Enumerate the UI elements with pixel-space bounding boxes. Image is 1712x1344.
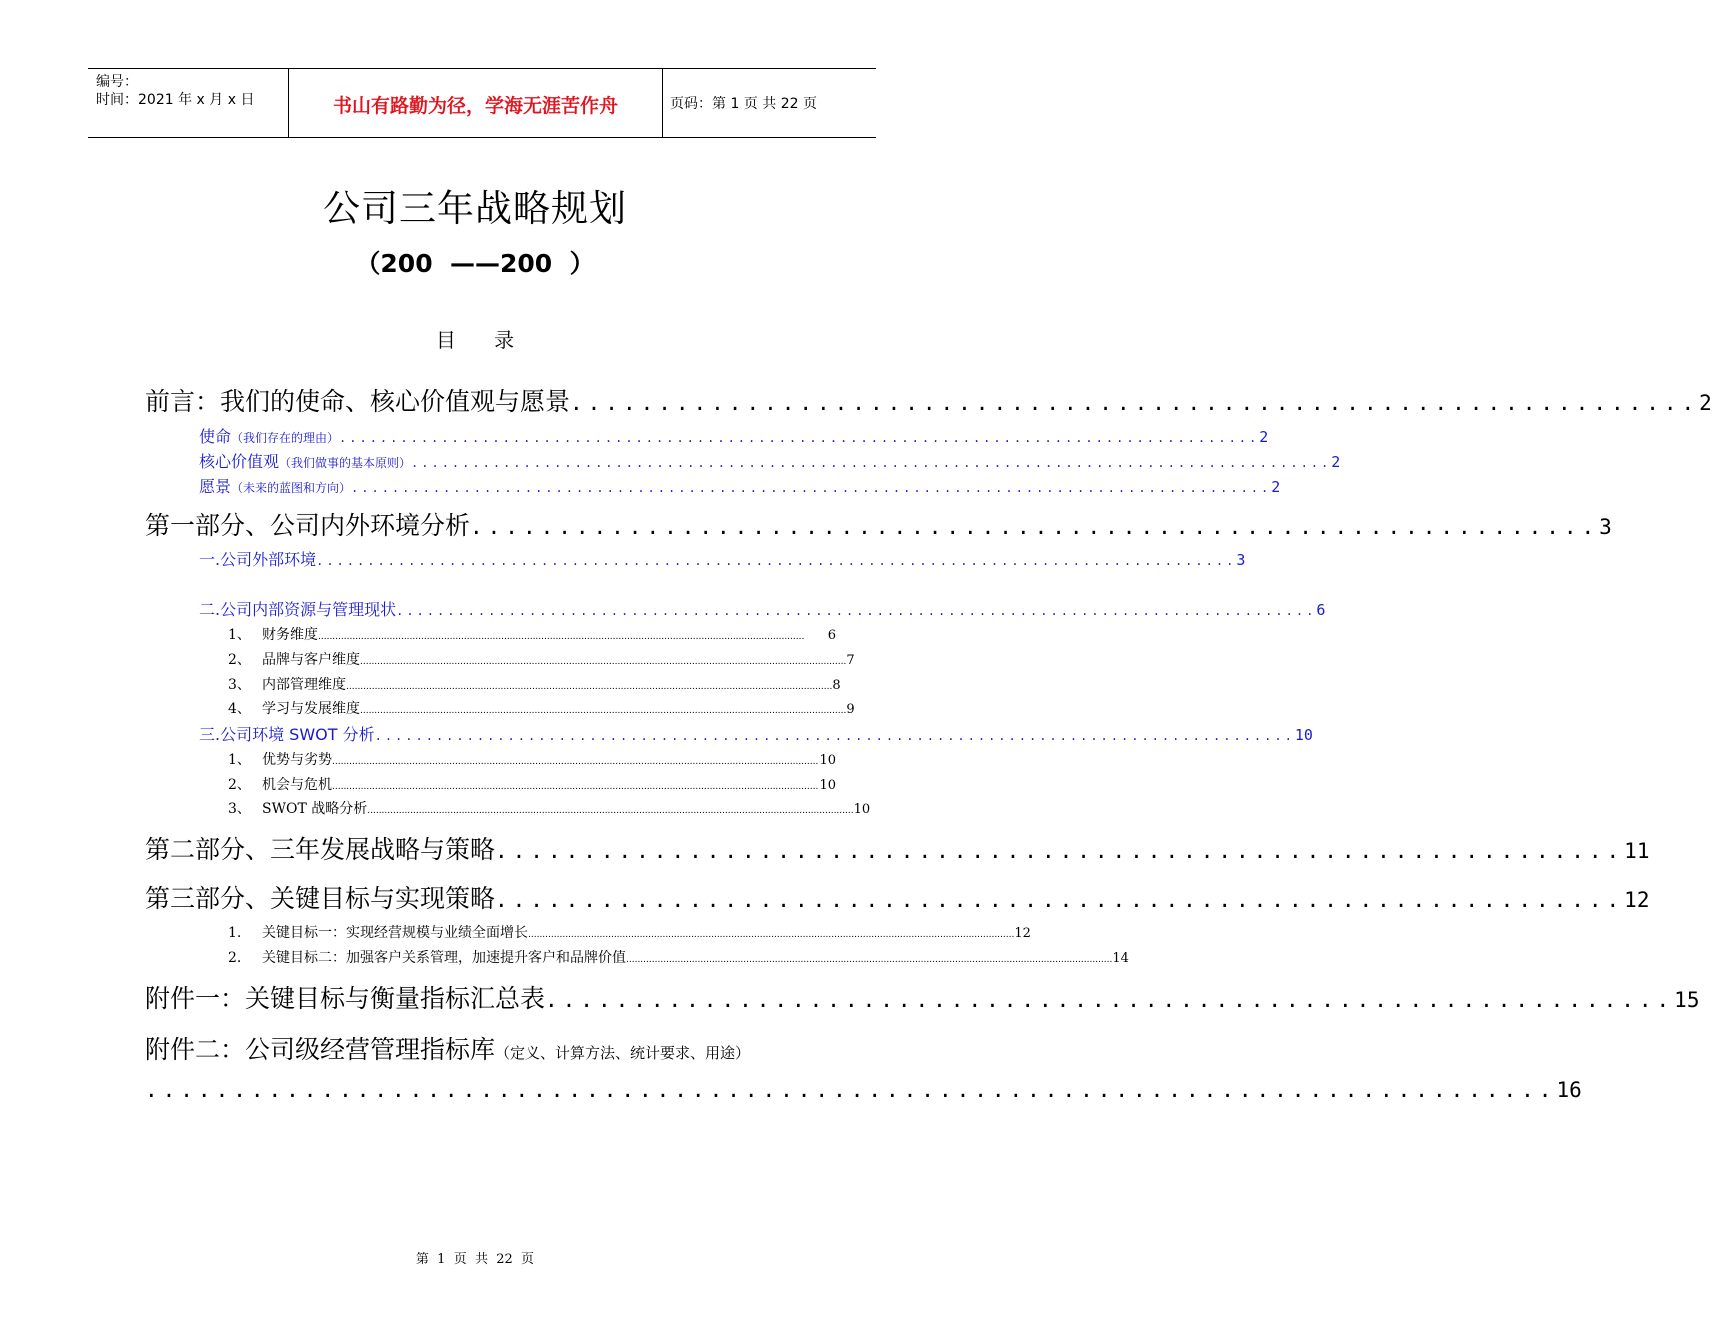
toc-entry-part-two[interactable] (145, 830, 1650, 866)
toc-leader: .......................................................................................... (339, 431, 1260, 445)
toc-entry-text: 品牌与客户维度 (262, 652, 360, 668)
toc-entry-appendix-one[interactable] (145, 979, 1700, 1015)
toc-page-number: 12 (1014, 926, 1031, 941)
toc-entry-number: 3、 (228, 801, 251, 817)
toc-entry-internal-mgmt[interactable] (228, 674, 841, 694)
toc-page-number: 10 (853, 802, 871, 817)
toc-entry-text: 愿景 (199, 477, 232, 496)
toc-page-number: 3 (1599, 515, 1612, 539)
document-title: 公司三年战略规划 (323, 187, 627, 230)
toc-leader: ................................................................ (570, 391, 1700, 415)
toc-leader: .......................................................................................................................................................................... (360, 706, 847, 716)
toc-page-number: 2 (1271, 478, 1281, 496)
toc-leader: .......................................................................................................................................................................... (367, 806, 854, 816)
toc-leader: .......................................................................................... (316, 554, 1237, 568)
toc-entry-text: SWOT 战略分析 (262, 801, 368, 817)
toc-entry-finance[interactable] (228, 624, 836, 644)
toc-entry-text: 第二部分、三年发展战略与策略 (145, 835, 496, 864)
header-motto: 书山有路勤为径，学海无涯苦作舟 (332, 95, 618, 117)
toc-page-number: 6 (1316, 601, 1326, 619)
toc-page-number: 2 (1699, 391, 1712, 415)
toc-entry-appendix-two[interactable] (145, 1030, 850, 1066)
header-page-cell (662, 69, 876, 137)
toc-leader: .......................................................................................... (351, 481, 1272, 495)
toc-entry-goal-two[interactable] (228, 947, 1129, 967)
toc-entry-brand-customer[interactable] (228, 649, 855, 669)
toc-page-number: 8 (832, 678, 841, 693)
toc-page-number: 10 (819, 778, 836, 793)
header-motto-cell (288, 69, 663, 137)
toc-page-number: 11 (1624, 839, 1650, 863)
toc-entry-number: 2. (228, 950, 242, 966)
toc-entry-goal-one[interactable] (228, 922, 1031, 942)
toc-entry-appendix-two-leader[interactable] (145, 1078, 1582, 1102)
toc-entry-text: 附件二：公司级经营管理指标库 (145, 1035, 496, 1064)
toc-entry-number: 1. (228, 925, 242, 941)
toc-entry-text: 前言：我们的使命、核心价值观与愿景 (145, 387, 571, 416)
toc-entry-note: （未来的蓝图和方向） (231, 481, 352, 495)
toc-page-number: 10 (819, 753, 836, 768)
toc-leader: .......................................................................................................................................................................... (332, 782, 819, 792)
toc-entry-vision[interactable] (199, 474, 1281, 497)
toc-entry-internal-resources[interactable] (199, 597, 1326, 620)
toc-entry-learning[interactable] (228, 698, 855, 718)
toc-entry-preface[interactable] (145, 382, 1712, 418)
header-page-code: 页码：第 1 页 共 22 页 (670, 96, 817, 112)
toc-entry-text: 内部管理维度 (262, 677, 346, 693)
toc-leader: .......................................................................................................................................................................... (318, 632, 805, 642)
toc-entry-text: 关键目标二：加强客户关系管理，加速提升客户和品牌价值 (262, 950, 626, 966)
toc-entry-values[interactable] (199, 449, 1341, 472)
toc-entry-external-env[interactable] (199, 547, 1246, 570)
document-years: （200 ——200 ） (355, 249, 595, 278)
toc-page-number: 10 (1294, 726, 1313, 744)
toc-entry-part-one[interactable] (145, 506, 1612, 542)
toc-page-number: 6 (827, 628, 836, 643)
toc-entry-note: （我们存在的理由） (231, 431, 340, 445)
toc-entry-note: （定义、计算方法、统计要求、用途） (495, 1044, 751, 1062)
toc-leader: .......................................................................................... (396, 604, 1317, 618)
toc-page-number: 16 (1556, 1078, 1582, 1102)
toc-leader: ................................................................................ (145, 1078, 1557, 1102)
toc-page-number: 12 (1624, 888, 1650, 912)
toc-entry-text: 学习与发展维度 (262, 701, 360, 717)
toc-page-number: 3 (1236, 551, 1246, 569)
toc-page-number: 14 (1112, 951, 1129, 966)
toc-page-number: 15 (1674, 988, 1700, 1012)
toc-entry-opportunities[interactable] (228, 774, 836, 794)
toc-entry-swot[interactable] (199, 722, 1313, 745)
toc-entry-text: 第三部分、关键目标与实现策略 (145, 884, 496, 913)
toc-leader: .......................................................................................................................................................................... (332, 757, 819, 767)
toc-leader: .......................................................................................................................................................................... (528, 930, 1015, 940)
toc-entry-text: 关键目标一：实现经营规模与业绩全面增长 (262, 925, 528, 941)
toc-entry-swot-strategy[interactable] (228, 798, 871, 818)
toc-entry-strengths[interactable] (228, 749, 836, 769)
toc-entry-number: 2、 (228, 652, 251, 668)
toc-heading: 目 录 (435, 328, 515, 352)
toc-entry-text: 财务维度 (262, 627, 318, 643)
toc-leader: ................................................................ (495, 888, 1625, 912)
toc-entry-text: 机会与危机 (262, 777, 332, 793)
toc-entry-text: 优势与劣势 (262, 752, 332, 768)
doc-number-label: 编号： (96, 74, 138, 90)
toc-entry-text: 第一部分、公司内外环境分析 (145, 511, 471, 540)
toc-leader: .......................................................................................................................................................................... (346, 682, 833, 692)
toc-page-number: 9 (846, 702, 855, 717)
toc-page-number: 2 (1331, 453, 1341, 471)
header-meta-cell (88, 69, 288, 137)
toc-entry-note: （我们做事的基本原则） (279, 456, 412, 470)
toc-entry-mission[interactable] (199, 424, 1269, 447)
toc-leader: ................................................................ (545, 988, 1675, 1012)
toc-entry-text: 附件一：关键目标与衡量指标汇总表 (145, 984, 546, 1013)
toc-entry-text: 三.公司环境 SWOT 分析 (199, 725, 375, 744)
toc-entry-number: 1、 (228, 752, 251, 768)
toc-page-number: 7 (846, 653, 855, 668)
toc-leader: .......................................................................................................................................................................... (626, 955, 1113, 965)
toc-entry-number: 1、 (228, 627, 251, 643)
toc-entry-part-three[interactable] (145, 879, 1650, 915)
toc-entry-number: 3、 (228, 677, 251, 693)
toc-entry-number: 4、 (228, 701, 251, 717)
toc-page-number: 2 (1259, 428, 1269, 446)
toc-leader: .......................................................................................................................................................................... (360, 657, 847, 667)
toc-entry-text: 一.公司外部环境 (199, 550, 317, 569)
doc-time-label: 时间：2021 年 x 月 x 日 (96, 92, 255, 108)
toc-entry-text: 二.公司内部资源与管理现状 (199, 600, 397, 619)
page-footer: 第 1 页 共 22 页 (415, 1252, 535, 1267)
document-header (88, 68, 876, 138)
toc-leader: .......................................................................................... (374, 729, 1295, 743)
toc-leader: .......................................................................................... (411, 456, 1332, 470)
toc-entry-text: 核心价值观 (199, 452, 280, 471)
toc-entry-number: 2、 (228, 777, 251, 793)
toc-leader: ................................................................ (470, 515, 1600, 539)
toc-entry-text: 使命 (199, 427, 232, 446)
toc-leader: ................................................................ (495, 839, 1625, 863)
